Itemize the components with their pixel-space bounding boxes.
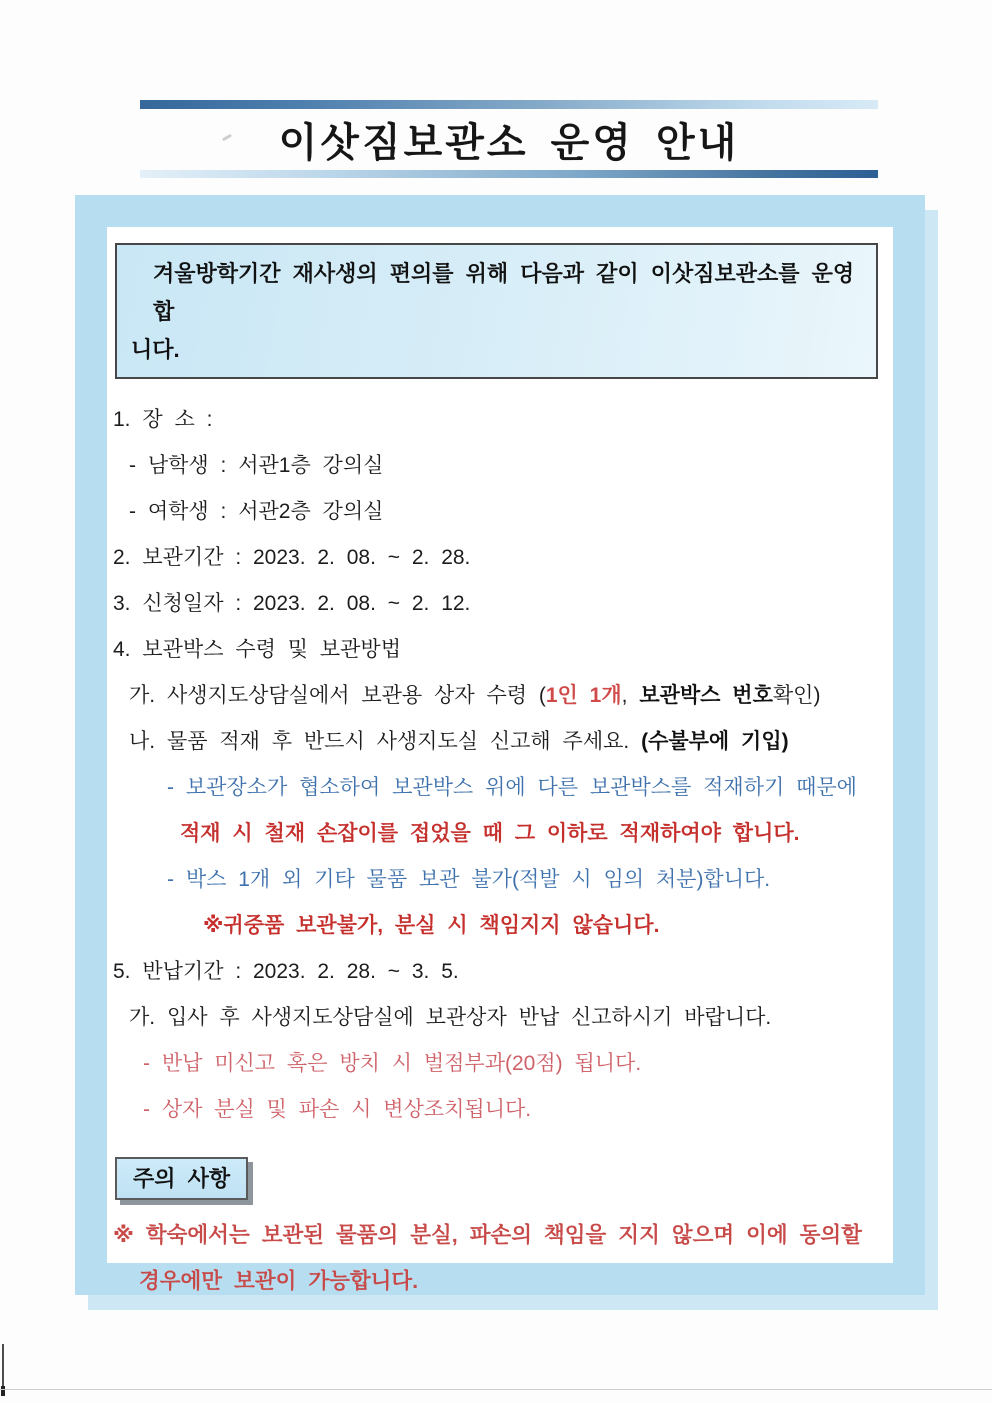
- list-item-5-return-period: 5. 반납기간 : 2023. 2. 28. ~ 3. 5.: [113, 960, 459, 983]
- caution-label-box: 주의 사항: [115, 1157, 248, 1200]
- caution-note-line2: 경우에만 보관이 가능합니다.: [139, 1269, 419, 1293]
- notice-panel: [75, 195, 925, 1295]
- title-banner-top-bar: [140, 100, 878, 109]
- item-4a-suffix: 확인): [772, 684, 821, 707]
- list-item-5a-return-report: 가. 입사 후 사생지도상담실에 보관상자 반납 신고하시기 바랍니다.: [129, 1006, 772, 1029]
- notice-panel-inner: [107, 243, 893, 1293]
- list-item-4a-box-receipt: [107, 673, 893, 719]
- list-item-3-application-date: 3. 신청일자 : 2023. 2. 08. ~ 2. 12.: [113, 592, 471, 615]
- item-4b-ledger-note: (수불부에 기입): [641, 730, 789, 753]
- title-banner-bottom-bar: [140, 170, 878, 178]
- page-title: 이삿짐보관소 운영 안내: [278, 120, 740, 165]
- item-4b-prefix: 나. 물품 적재 후 반드시 사생지도실 신고해 주세요.: [129, 730, 642, 753]
- notice-body: [107, 397, 893, 1133]
- item-4-warning-stacking-red: 적재 시 철재 손잡이를 접었을 때 그 이하로 적재하여야 합니다.: [180, 822, 800, 845]
- list-item-2-storage-period: 2. 보관기간 : 2023. 2. 08. ~ 2. 28.: [113, 546, 471, 569]
- intro-text-line2: 니다.: [131, 337, 180, 362]
- list-item-1-place: 1. 장 소 :: [113, 408, 213, 431]
- item-4a-separator: ,: [621, 684, 640, 707]
- intro-box: [115, 243, 878, 379]
- list-item-4-box-method: 4. 보관박스 수령 및 보관방법: [113, 638, 401, 661]
- caution-note-line1: ※ 학숙에서는 보관된 물품의 분실, 파손의 책임을 지지 않으며 이에 동의할: [113, 1223, 862, 1247]
- list-item-1-female: - 여학생 : 서관2층 강의실: [129, 500, 384, 523]
- caution-note: [107, 1212, 893, 1304]
- item-4a-box-number: 보관박스 번호: [639, 684, 773, 707]
- item-5-compensation-note: - 상자 분실 및 파손 시 변상조치됩니다.: [143, 1098, 532, 1121]
- item-4a-one-per-person: 1인 1개: [545, 684, 622, 707]
- scan-artifact-horizontal-line: [0, 1389, 992, 1390]
- item-4-warning-stacking-blue: - 보관장소가 협소하여 보관박스 위에 다른 보관박스를 적재하기 때문에: [167, 776, 857, 799]
- list-item-4b-report: [107, 719, 893, 765]
- item-4-valuables-note: ※귀중품 보관불가, 분실 시 책임지지 않습니다.: [203, 914, 660, 937]
- item-4-warning-one-box: - 박스 1개 외 기타 물품 보관 불가(적발 시 임의 처분)합니다.: [167, 868, 771, 891]
- item-4a-prefix: 가. 사생지도상담실에서 보관용 상자 수령 (: [129, 684, 546, 707]
- list-item-1-male: - 남학생 : 서관1층 강의실: [129, 454, 384, 477]
- item-5-penalty-note: - 반납 미신고 혹은 방치 시 벌점부과(20점) 됩니다.: [143, 1052, 642, 1075]
- intro-text-line1: 겨울방학기간 재사생의 편의를 위해 다음과 같이 이삿짐보관소를 운영합: [153, 261, 855, 324]
